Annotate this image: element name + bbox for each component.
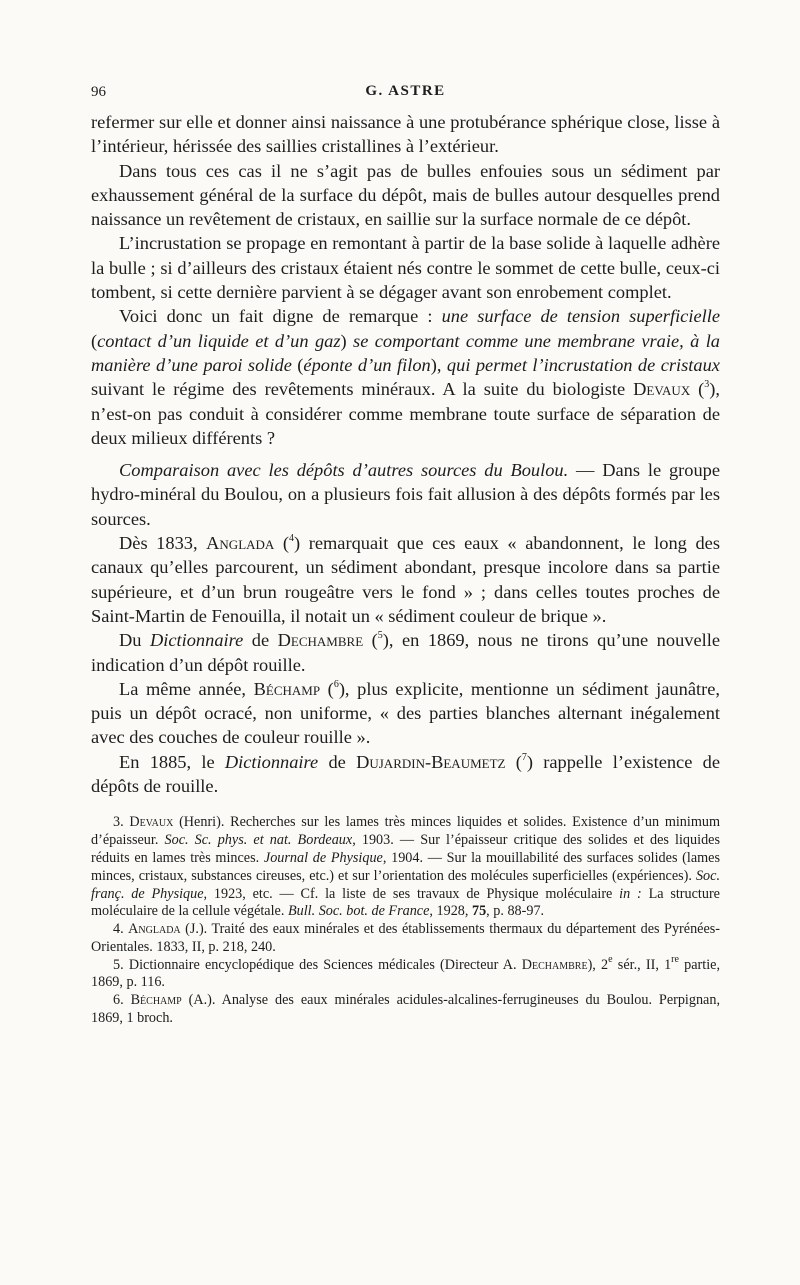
footnote-ref: 3 bbox=[704, 379, 710, 391]
page bbox=[91, 80, 720, 1028]
body-text bbox=[91, 110, 720, 798]
paragraph: En 1885, le Dictionnaire de Dujardin-Beaumetz ($^7$) rappelle l’existence de dépôts de rouille. bbox=[91, 751, 720, 797]
footnote: 5. Dictionnaire encyclopédique des Sciences médicales (Directeur A. Dechambre), 2e sér., II, 1re partie, 1869, p. 116. bbox=[91, 953, 720, 991]
running-title: G. ASTRE bbox=[365, 83, 446, 99]
footnote: 6. Béchamp (A.). Analyse des eaux minérales acidules-alcalines-ferrugineuses du Boulou. Perpignan, 1869, 1 broch. bbox=[91, 992, 720, 1027]
footnote-ref: 7 bbox=[521, 751, 527, 763]
author-name: Dujardin-Beaumetz bbox=[356, 751, 506, 772]
author-name: Béchamp bbox=[253, 678, 321, 699]
footnote: 4. Anglada (J.). Traité des eaux minérales et des établissements thermaux du département des Pyrénées-Orientales. 1833, II, p. 218, 240. bbox=[91, 921, 721, 955]
paragraph: La même année, Béchamp ($^6$), plus explicite, mentionne un sédiment jaunâtre, puis un dépôt ocracé, non uniforme, « des parties blanches alternant inégalement avec des couches de couleur rouille ». bbox=[91, 678, 720, 748]
author-name: Devaux bbox=[633, 379, 691, 400]
footnote-ref: 4 bbox=[289, 532, 295, 544]
paragraph: Du Dictionnaire de Dechambre ($^5$), en 1869, nous ne tirons qu’une nouvelle indication d’un dépôt rouille. bbox=[91, 630, 721, 675]
paragraph: Dans tous ces cas il ne s’agit pas de bulles enfouies sous un sédiment par exhaussement général de la surface du dépôt, mais de bulles autour desquelles prend naissance un revêtement de cristaux, en saillie sur la surface normale de ce dépôt. bbox=[91, 160, 720, 230]
section-heading: Comparaison avec les dépôts d’autres sources du Boulou. bbox=[119, 460, 569, 481]
section-paragraph: Comparaison avec les dépôts d’autres sources du Boulou. — Dans le groupe hydro-minéral du Boulou, on a plusieurs fois fait allusion à des dépôts formés par les sources. bbox=[91, 460, 721, 529]
paragraph: refermer sur elle et donner ainsi naissance à une protubérance sphérique close, lisse à l’intérieur, hérissée des saillies cristallines à l’extérieur. bbox=[91, 112, 720, 157]
author-name: Anglada bbox=[206, 533, 275, 554]
footnote-ref: 5 bbox=[377, 630, 383, 642]
page-number: 96 bbox=[91, 84, 106, 100]
author-name: Dechambre bbox=[277, 630, 364, 651]
page-header bbox=[91, 80, 720, 110]
paragraph: Voici donc un fait digne de remarque : une surface de tension superficielle (contact d’un liquide et d’un gaz) se comportant comme une membrane vraie, à la manière d’une paroi solide (éponte d’un filon), qui permet l’incrustation de cristaux suivant le régime des revêtements minéraux. A la suite du biologiste Devaux ($^3$), n’est-on pas conduit à considérer comme membrane toute surface de séparation de deux milieux différents ? bbox=[91, 306, 721, 448]
paragraph: L’incrustation se propage en remontant à partir de la base solide à laquelle adhère la bulle ; si d’ailleurs des cristaux étaient nés contre le sommet de cette bulle, ceux-ci tombent, si cette dernière parvient à se dégager avant son enrobement complet. bbox=[91, 233, 720, 303]
footnote: 3. Devaux (Henri). Recherches sur les lames très minces liquides et solides. Existence d’un minimum d’épaisseur. Soc. Sc. phys. et nat. Bordeaux, 1903. — Sur l’épaisseur critique des solides et des liquides réduits en lames très minces. Journal de Physique, 1904. — Sur la mouillabilité des surfaces solides (lames minces, cristaux, substances cireuses, etc.) et sur l’orientation des molécules superficielles (expériences). Soc. franç. de Physique, 1923, etc. — Cf. la liste de ses travaux de Physique moléculaire in : La structure moléculaire de la cellule végétale. Bull. Soc. bot. de France, 1928, 75, p. 88-97. bbox=[91, 814, 721, 920]
footnotes bbox=[91, 814, 720, 1028]
paragraph: Dès 1833, Anglada ($^4$) remarquait que ces eaux « abandonnent, le long des canaux qu’elles parcourent, un sédiment abondant, presque incolore dans sa partie supérieure, et d’un brun rougeâtre vers le fond » ; dans celles toutes proches de Saint-Martin de Fenouilla, il notait un « sédiment couleur de brique ». bbox=[91, 532, 720, 626]
footnote-ref: 6 bbox=[333, 678, 339, 690]
